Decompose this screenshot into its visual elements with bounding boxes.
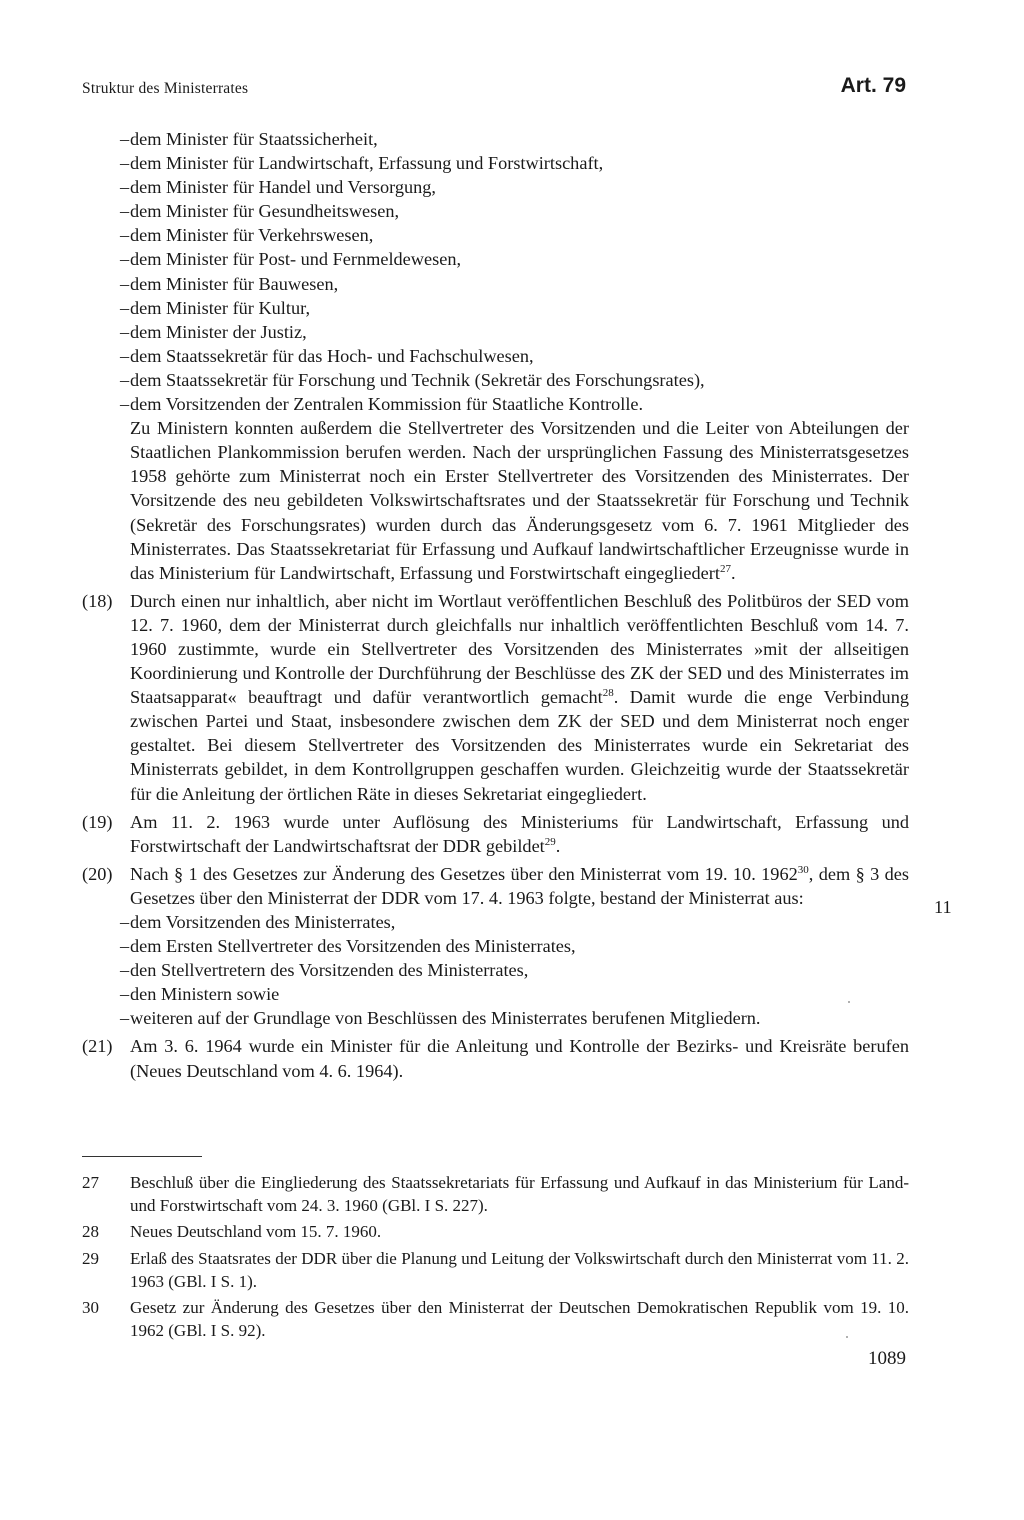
footnote bbox=[82, 1171, 909, 1217]
list-item: – dem Minister für Handel und Versorgung, bbox=[82, 175, 909, 199]
paragraph-text: Am 3. 6. 1964 wurde ein Minister für die Anleitung und Kontrolle der Bezirks- und Kreisräte berufen (Neues Deutschland vom 4. 6. 1964). bbox=[130, 1036, 909, 1081]
list-item: – dem Vorsitzenden der Zentralen Kommission für Staatliche Kontrolle. bbox=[82, 392, 909, 416]
list-item: – dem Minister für Landwirtschaft, Erfassung und Forstwirtschaft, bbox=[82, 151, 909, 175]
paragraph-text: . Damit wurde die enge Verbindung zwischen Partei und Staat, insbesondere zwischen dem ZK der SED und dem Ministerrat noch enger gestaltet. Bei diesem Stellvertreter des Vorsitzenden des Ministerrates wurde ein Sekretariat des Ministerrats gebildet, in dem Kontrollgruppen geschaffen wurden. Gleichzeitig wurde der Staatssekretär für die Anleitung der örtlichen Räte in dieses Sekretariat eingegliedert. bbox=[130, 687, 909, 804]
paragraph-number: (20) bbox=[82, 863, 113, 884]
footnote-number: 29 bbox=[82, 1248, 99, 1268]
footnote bbox=[82, 1247, 909, 1293]
footnote-text: Beschluß über die Eingliederung des Staatssekretariats für Erfassung und Aufkauf in das Ministerium für Land- und Forstwirtschaft vom 24. 3. 1960 (GBl. I S. 227). bbox=[130, 1173, 909, 1216]
paragraph-number: (21) bbox=[82, 1036, 113, 1057]
footnote-number: 28 bbox=[82, 1222, 99, 1242]
scan-speck bbox=[848, 1001, 850, 1003]
footnote-text: Erlaß des Staatsrates der DDR über die Planung und Leitung der Volkswirtschaft durch den Ministerrat vom 11. 2. 1963 (GBl. I S. 1). bbox=[130, 1248, 909, 1291]
intro-paragraph-text: Zu Ministern konnten außerdem die Stellvertreter des Vorsitzenden und die Leiter von Abteilungen der Staatlichen Plankommission berufen werden. Nach der ursprünglichen Fassung des Ministerratsgesetzes 1958 gehörte zum Ministerrat noch ein Erster Stellvertreter des Vorsitzenden des Ministerrates. Der Vorsitzende des neu gebildeten Volkswirtschaftsrates und der Staatssekretär für Forschung und Technik (Sekretär des Forschungsrates) wurden durch das Änderungsgesetz vom 6. 7. 1961 Mitglieder des Ministerrates. Das Staatssekretariat für Erfassung und Aufkauf landwirtschaftlicher Erzeugnisse wurde in das Ministerium für Landwirtschaft, Erfassung und Forstwirtschaft eingegliedert bbox=[130, 418, 909, 583]
paragraph-text: Am 11. 2. 1963 wurde unter Auflösung des Ministeriums für Landwirtschaft, Erfassung und Forstwirtschaft der Landwirtschaftsrat der DDR gebildet bbox=[130, 811, 909, 856]
list-item: – dem Minister für Post- und Fernmeldewesen, bbox=[82, 247, 909, 271]
footnote-text: Gesetz zur Änderung des Gesetzes über den Ministerrat der Deutschen Demokratischen Republik vom 19. 10. 1962 (GBl. I S. 92). bbox=[130, 1298, 909, 1341]
footnote-ref[interactable]: 29 bbox=[544, 835, 556, 848]
footnote-ref[interactable]: 28 bbox=[602, 687, 614, 700]
paragraph-number: (18) bbox=[82, 590, 113, 611]
page-number: 1089 bbox=[868, 1348, 906, 1369]
list-item: – dem Minister für Kultur, bbox=[82, 296, 909, 320]
list-item: – den Ministern sowie bbox=[82, 982, 909, 1006]
list-item: – dem Vorsitzenden des Ministerrates, bbox=[82, 910, 909, 934]
running-head: Struktur des Ministerrates bbox=[82, 80, 249, 97]
margin-number: 11 bbox=[934, 897, 952, 917]
article-label: Art. 79 bbox=[840, 74, 906, 97]
footnote bbox=[82, 1296, 909, 1342]
intro-paragraph-end: . bbox=[730, 562, 736, 583]
list-item: – dem Minister für Staatssicherheit, bbox=[82, 127, 909, 151]
list-item: – dem Minister für Gesundheitswesen, bbox=[82, 199, 909, 223]
paragraph-21 bbox=[82, 1034, 909, 1082]
list-item: – dem Minister für Bauwesen, bbox=[82, 272, 909, 296]
paragraph-20 bbox=[82, 862, 909, 910]
list-item: – dem Ersten Stellvertreter des Vorsitzenden des Ministerrates, bbox=[82, 934, 909, 958]
footnote-divider bbox=[82, 1156, 202, 1157]
footnotes bbox=[82, 1171, 909, 1345]
list-item: – weiteren auf der Grundlage von Beschlüssen des Ministerrates berufenen Mitgliedern. bbox=[82, 1006, 909, 1030]
footnote-text: Neues Deutschland vom 15. 7. 1960. bbox=[130, 1222, 382, 1242]
footnote-ref[interactable]: 30 bbox=[797, 863, 809, 876]
footnote bbox=[82, 1220, 909, 1243]
footnote-number: 27 bbox=[82, 1173, 99, 1192]
paragraph-text: . bbox=[555, 835, 561, 856]
paragraph-18 bbox=[82, 589, 909, 806]
paragraph-text: Durch einen nur inhaltlich, aber nicht im Wortlaut veröffentlichen Beschluß des Politbüros der SED vom 12. 7. 1960, dem der Ministerrat durch gleichfalls nur inhaltlich veröffentlichten Beschluß vom 14. 7. 1960 zustimmte, wurde ein Stellvertreter des Vorsitzenden des Ministerrates »mit der allseitigen Koordinierung und Kontrolle der Durchführung der Beschlüsse des ZK der SED und des Ministerrates im Staatsapparat« beauftragt und dafür verantwortlich gemacht bbox=[130, 590, 909, 708]
paragraph-20-list bbox=[82, 910, 909, 1030]
footnote-number: 30 bbox=[82, 1298, 99, 1318]
intro-paragraph bbox=[82, 416, 909, 585]
intro-list bbox=[82, 127, 909, 416]
list-item: – den Stellvertretern des Vorsitzenden des Ministerrates, bbox=[82, 958, 909, 982]
paragraph-text: Nach § 1 des Gesetzes zur Änderung des Gesetzes über den Ministerrat vom 19. 10. 1962 bbox=[130, 863, 798, 884]
list-item: – dem Minister der Justiz, bbox=[82, 320, 909, 344]
paragraph-text: , dem § 3 des Gesetzes über den Ministerrat der DDR vom 17. 4. 1963 folgte, bestand der Ministerrat aus: bbox=[130, 863, 909, 908]
main-text bbox=[82, 127, 909, 1083]
list-item: – dem Staatssekretär für das Hoch- und Fachschulwesen, bbox=[82, 344, 909, 368]
paragraph-number: (19) bbox=[82, 811, 113, 832]
paragraph-19 bbox=[82, 810, 909, 858]
footnote-ref[interactable]: 27 bbox=[719, 562, 731, 575]
list-item: – dem Minister für Verkehrswesen, bbox=[82, 223, 909, 247]
list-item: – dem Staatssekretär für Forschung und Technik (Sekretär des Forschungsrates), bbox=[82, 368, 909, 392]
scan-speck bbox=[846, 1336, 848, 1338]
